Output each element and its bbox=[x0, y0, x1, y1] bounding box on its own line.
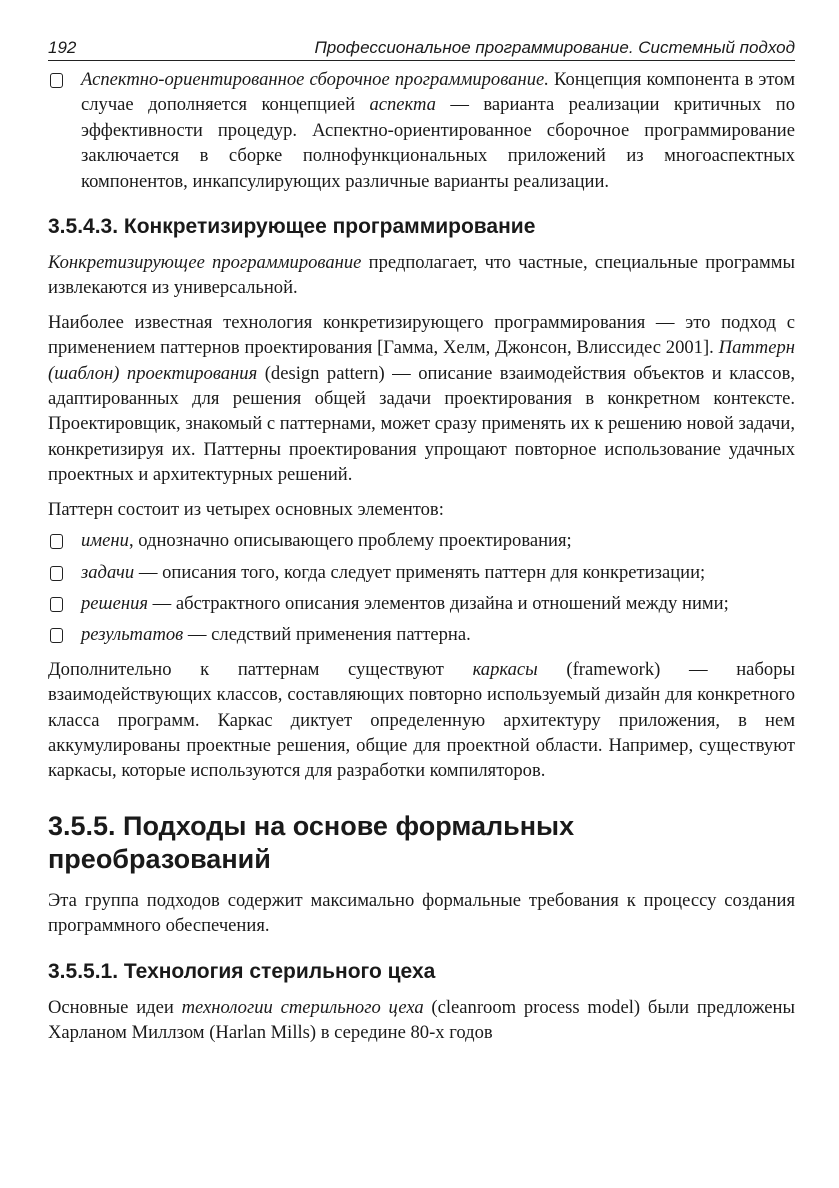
paragraph-elements-intro: Паттерн состоит из четырех основных элементов: bbox=[48, 498, 444, 520]
paragraph-cleanroom: Основные идеи технологии стерильного цеха (cleanroom process model) были предложены Харланом Миллзом (Harlan Mills) в середине 80-х годов bbox=[48, 996, 795, 1043]
paragraph-formal-approaches: Эта группа подходов содержит максимально формальные требования к процессу создания программного обеспечения. bbox=[48, 889, 795, 937]
checkbox-bullet-icon bbox=[50, 73, 63, 88]
section-heading-355: 3.5.5. Подходы на основе формальных преобразований bbox=[48, 810, 575, 874]
list-item: результатов — следствий применения паттерна. bbox=[48, 622, 795, 647]
list-item: задачи — описания того, когда следует применять паттерн для конкретизации; bbox=[48, 560, 795, 585]
page-number: 192 bbox=[48, 38, 77, 57]
aspect-bullet bbox=[48, 67, 795, 194]
paragraph-frameworks: Дополнительно к паттернам существуют каркасы (framework) — наборы взаимодействующих классов, составляющих повторно используемый дизайн для конкретного класса программ. Каркас диктует определенную архитектуру приложения, в нем аккумулированы проектные решения, общие для проектной области. Например, существуют каркасы, которые используются для разработки компиляторов. bbox=[48, 658, 795, 782]
running-title: Профессиональное программирование. Системный подход bbox=[314, 38, 795, 57]
checkbox-bullet-icon bbox=[50, 597, 63, 612]
section-heading-3551: 3.5.5.1. Технология стерильного цеха bbox=[48, 959, 436, 983]
checkbox-bullet-icon bbox=[50, 628, 63, 643]
checkbox-bullet-icon bbox=[50, 534, 63, 549]
list-item: имени, однозначно описывающего проблему проектирования; bbox=[48, 528, 795, 553]
paragraph-patterns: Наиболее известная технология конкретизирующего программирования — это подход с применением паттернов проектирования [Гамма, Хелм, Джонсон, Влиссидес 2001]. Паттерн (шаблон) проектирования (design pattern) — описание взаимодействия объектов и классов, адаптированных для решения общей задачи проектирования в конкретном контексте. Проектировщик, знакомый с паттернами, может сразу применять их к решению новой задачи, конкретизируя их. Паттерны проектирования упрощают повторное использование удачных проектных и архитектурных решений. bbox=[48, 311, 795, 486]
aspect-text: Аспектно-ориентированное сборочное программирование. Концепция компонента в этом случае дополняется концепцией аспекта — варианта реализации критичных по эффективности процедур. Аспектно-ориентированное сборочное программирование заключается в сборке полнофункциональных приложений из многоаспектных компонентов, инкапсулирующих различные варианты реализации. bbox=[81, 69, 795, 192]
checkbox-bullet-icon bbox=[50, 566, 63, 581]
running-header bbox=[48, 38, 795, 61]
list-item: решения — абстрактного описания элементов дизайна и отношений между ними; bbox=[48, 591, 795, 616]
section-heading-3543: 3.5.4.3. Конкретизирующее программирование bbox=[48, 215, 536, 239]
paragraph-definition: Конкретизирующее программирование предполагает, что частные, специальные программы извлекаются из универсальной. bbox=[48, 252, 795, 299]
